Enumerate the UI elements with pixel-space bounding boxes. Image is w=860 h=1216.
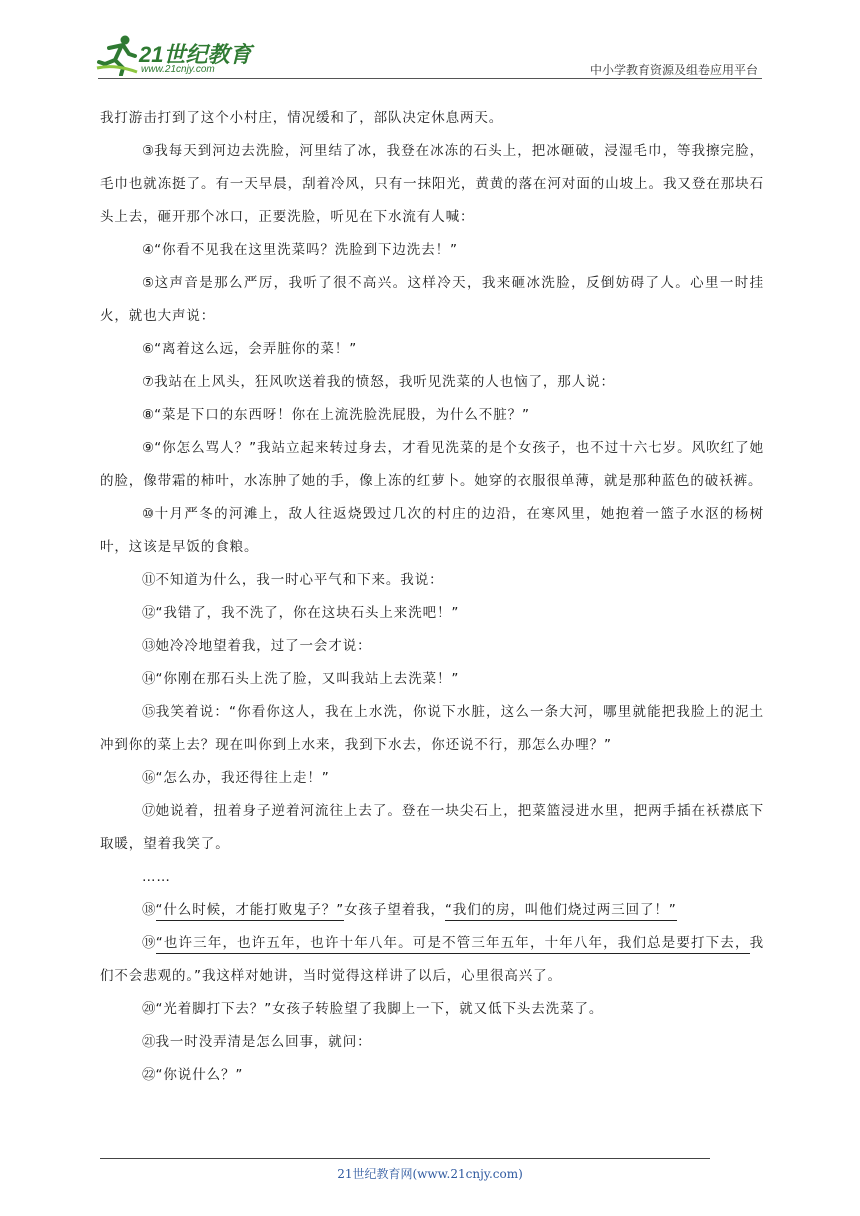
paragraph-number: ⑳ [142, 1001, 156, 1017]
paragraph-text: …… [142, 869, 171, 885]
paragraph-p9 [100, 432, 764, 498]
paragraph-text: 我一时没弄清是怎么回事，就问： [155, 1034, 372, 1050]
runner-logo-icon [95, 34, 139, 76]
paragraph-p11 [100, 564, 764, 597]
paragraph-p8 [100, 399, 764, 432]
page-header [0, 0, 860, 80]
paragraph-p21 [100, 1026, 764, 1059]
paragraph-p0 [100, 102, 764, 135]
header-divider [98, 78, 762, 79]
paragraph-text: 不知道为什么，我一时心平气和下来。我说： [155, 572, 444, 588]
paragraph-text: 我每天到河边去洗脸，河里结了冰，我登在冰冻的石头上，把冰砸破，浸湿毛巾，等我擦完脸，毛巾也就冻挺了。有一天早晨，刮着冷风，只有一抹阳光，黄黄的落在河对面的山坡上。我又登在那块石头上去，砸开那个冰口，正要洗脸，听见在下水流有人喊： [100, 143, 764, 225]
paragraph-text: 我们不会悲观的。”我这样对她讲，当时觉得这样讲了以后，心里很高兴了。 [100, 935, 764, 984]
brand-url: www.21cnjy.com [141, 64, 215, 75]
paragraph-text: “菜是下口的东西呀！你在上流洗脸洗屁股，为什么不脏？” [154, 407, 530, 423]
paragraph-number: ⑰ [142, 803, 156, 819]
paragraph-p13 [100, 630, 764, 663]
paragraph-p18 [100, 894, 764, 927]
paragraph-text: “光着脚打下去？”女孩子转脸望了我脚上一下，就又低下头去洗菜了。 [155, 1001, 604, 1017]
paragraph-number: ⑤ [142, 275, 155, 291]
paragraph-text: “我错了，我不洗了，你在这块石头上来洗吧！” [155, 605, 460, 621]
footer-text: 21世纪教育网(www.21cnjy.com) [337, 1167, 523, 1181]
paragraph-text: 女孩子望着我， [344, 902, 445, 918]
underlined-text: “也许三年，也许五年，也许十年八年。可是不管三年五年，十年八年，我们总是要打下去， [156, 935, 750, 954]
paragraph-p16 [100, 762, 764, 795]
brand-name: 21世纪教育 [139, 42, 252, 67]
paragraph-number: ⑫ [142, 605, 156, 621]
paragraph-number: ⑯ [142, 770, 156, 786]
paragraph-text: “你说什么？” [155, 1067, 244, 1083]
paragraph-number: ⑩ [142, 506, 155, 522]
paragraph-text: “离着这么远，会弄脏你的菜！” [154, 341, 358, 357]
footer-divider [100, 1158, 710, 1159]
paragraph-text: 我笑着说：“你看你这人，我在上水洗，你说下水脏，这么一条大河，哪里就能把我脸上的泥土冲到你的菜上去？现在叫你到上水来，我到下水去，你还说不行，那怎么办哩？” [100, 704, 765, 753]
paragraph-p7 [100, 366, 764, 399]
paragraph-p14 [100, 663, 764, 696]
paragraph-text: 她说着，扭着身子逆着河流往上去了。登在一块尖石上，把菜篮浸进水里，把两手插在袄襟底下取暖，望着我笑了。 [100, 803, 764, 852]
paragraph-p3 [100, 135, 764, 234]
logo [95, 34, 265, 78]
underlined-text: “我们的房，叫他们烧过两三回了！” [445, 902, 677, 921]
paragraph-p19 [100, 927, 764, 993]
paragraph-number: ⑬ [142, 638, 156, 654]
paragraph-pe [100, 861, 764, 894]
paragraph-number: ⑲ [142, 935, 156, 951]
paragraph-p5 [100, 267, 764, 333]
paragraph-text: 她冷冷地望着我，过了一会才说： [155, 638, 372, 654]
paragraph-number: ⑦ [142, 374, 155, 390]
paragraph-text: “怎么办，我还得往上走！” [155, 770, 330, 786]
platform-title: 中小学教育资源及组卷应用平台 [589, 63, 758, 77]
article-body [100, 102, 764, 1092]
paragraph-text: 十月严冬的河滩上，敌人往返烧毁过几次的村庄的边沿，在寒风里，她抱着一篮子水沤的杨树叶，这该是早饭的食粮。 [100, 506, 764, 555]
paragraph-p22 [100, 1059, 764, 1092]
paragraph-text: “你刚在那石头上洗了脸，又叫我站上去洗菜！” [155, 671, 460, 687]
paragraph-p10 [100, 498, 764, 564]
paragraph-number: ㉑ [142, 1034, 156, 1050]
paragraph-number: ⑭ [142, 671, 156, 687]
paragraph-number: ⑧ [142, 407, 155, 423]
paragraph-number: ⑮ [142, 704, 156, 720]
paragraph-text: “你怎么骂人？”我站立起来转过身去，才看见洗菜的是个女孩子，也不过十六七岁。风吹红了她的脸，像带霜的柿叶，水冻肿了她的手，像上冻的红萝卜。她穿的衣服很单薄，就是那种蓝色的破袄裤。 [100, 440, 765, 489]
paragraph-number: ㉒ [142, 1067, 156, 1083]
paragraph-number: ④ [142, 242, 155, 258]
paragraph-number: ⑥ [142, 341, 155, 357]
underlined-text: “什么时候，才能打败鬼子？” [156, 902, 345, 921]
paragraph-text: 我站在上风头，狂风吹送着我的愤怒，我听见洗菜的人也恼了，那人说： [154, 374, 615, 390]
paragraph-number: ⑱ [142, 902, 156, 918]
paragraph-p4 [100, 234, 764, 267]
paragraph-p20 [100, 993, 764, 1026]
paragraph-text: “你看不见我在这里洗菜吗？洗脸到下边洗去！” [154, 242, 458, 258]
paragraph-number: ③ [142, 143, 155, 159]
paragraph-p17 [100, 795, 764, 861]
paragraph-number: ⑨ [142, 440, 155, 456]
paragraph-text: 这声音是那么严厉，我听了很不高兴。这样冷天，我来砸冰洗脸，反倒妨碍了人。心里一时挂火，就也大声说： [100, 275, 764, 324]
paragraph-number: ⑪ [142, 572, 156, 588]
paragraph-p6 [100, 333, 764, 366]
paragraph-p15 [100, 696, 764, 762]
paragraph-text: 我打游击打到了这个小村庄，情况缓和了，部队决定休息两天。 [100, 110, 504, 126]
paragraph-p12 [100, 597, 764, 630]
